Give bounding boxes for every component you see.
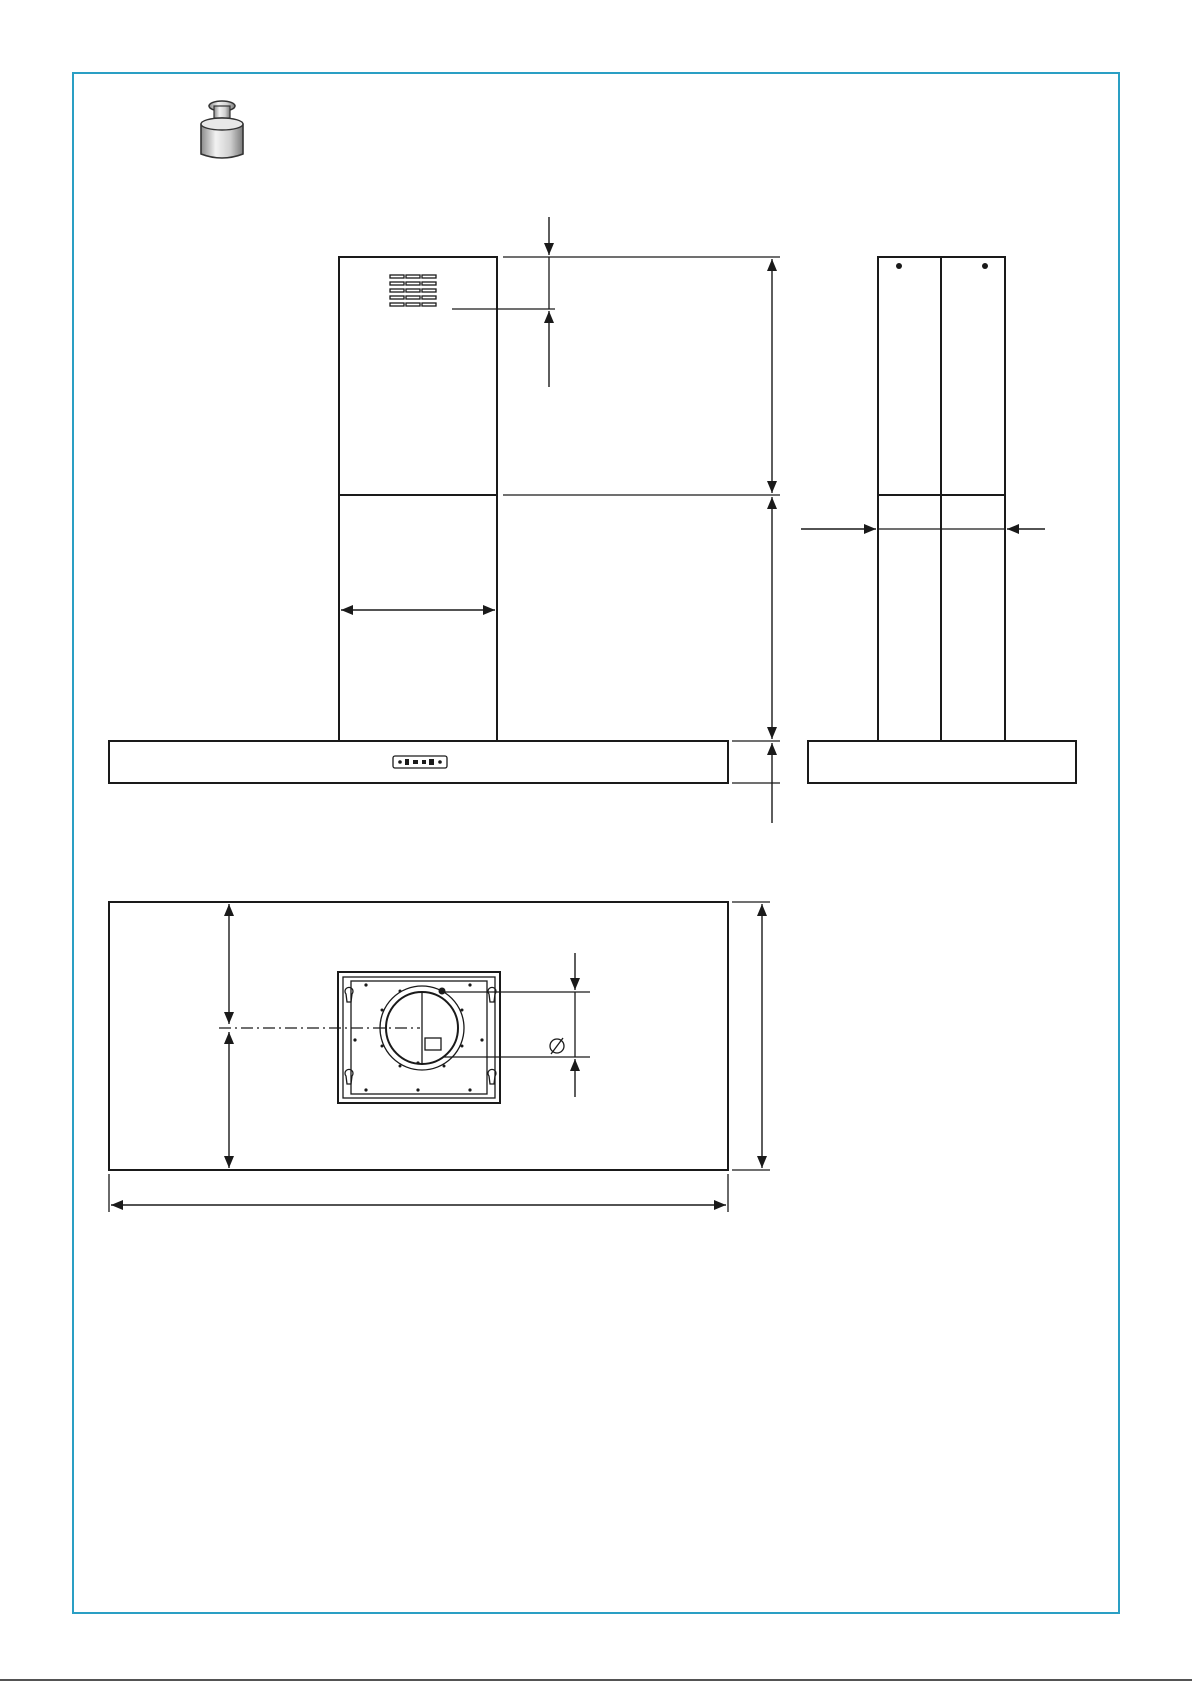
- front-view: [109, 217, 780, 823]
- side-screw-left: [896, 263, 902, 269]
- top-view: [109, 902, 770, 1212]
- side-canopy-body: [808, 741, 1076, 783]
- weight-icon: [201, 101, 243, 158]
- side-screw-right: [982, 263, 988, 269]
- upper-chimney: [339, 257, 497, 495]
- vent-grille: [390, 275, 436, 306]
- top-canopy-outline: [109, 902, 728, 1170]
- side-view: [801, 257, 1076, 783]
- control-panel: [393, 756, 447, 768]
- mounting-holes: [353, 983, 483, 1091]
- page-frame: [73, 73, 1119, 1613]
- lower-chimney: [339, 495, 497, 741]
- canopy-body: [109, 741, 728, 783]
- diameter-symbol-icon: [550, 1038, 564, 1054]
